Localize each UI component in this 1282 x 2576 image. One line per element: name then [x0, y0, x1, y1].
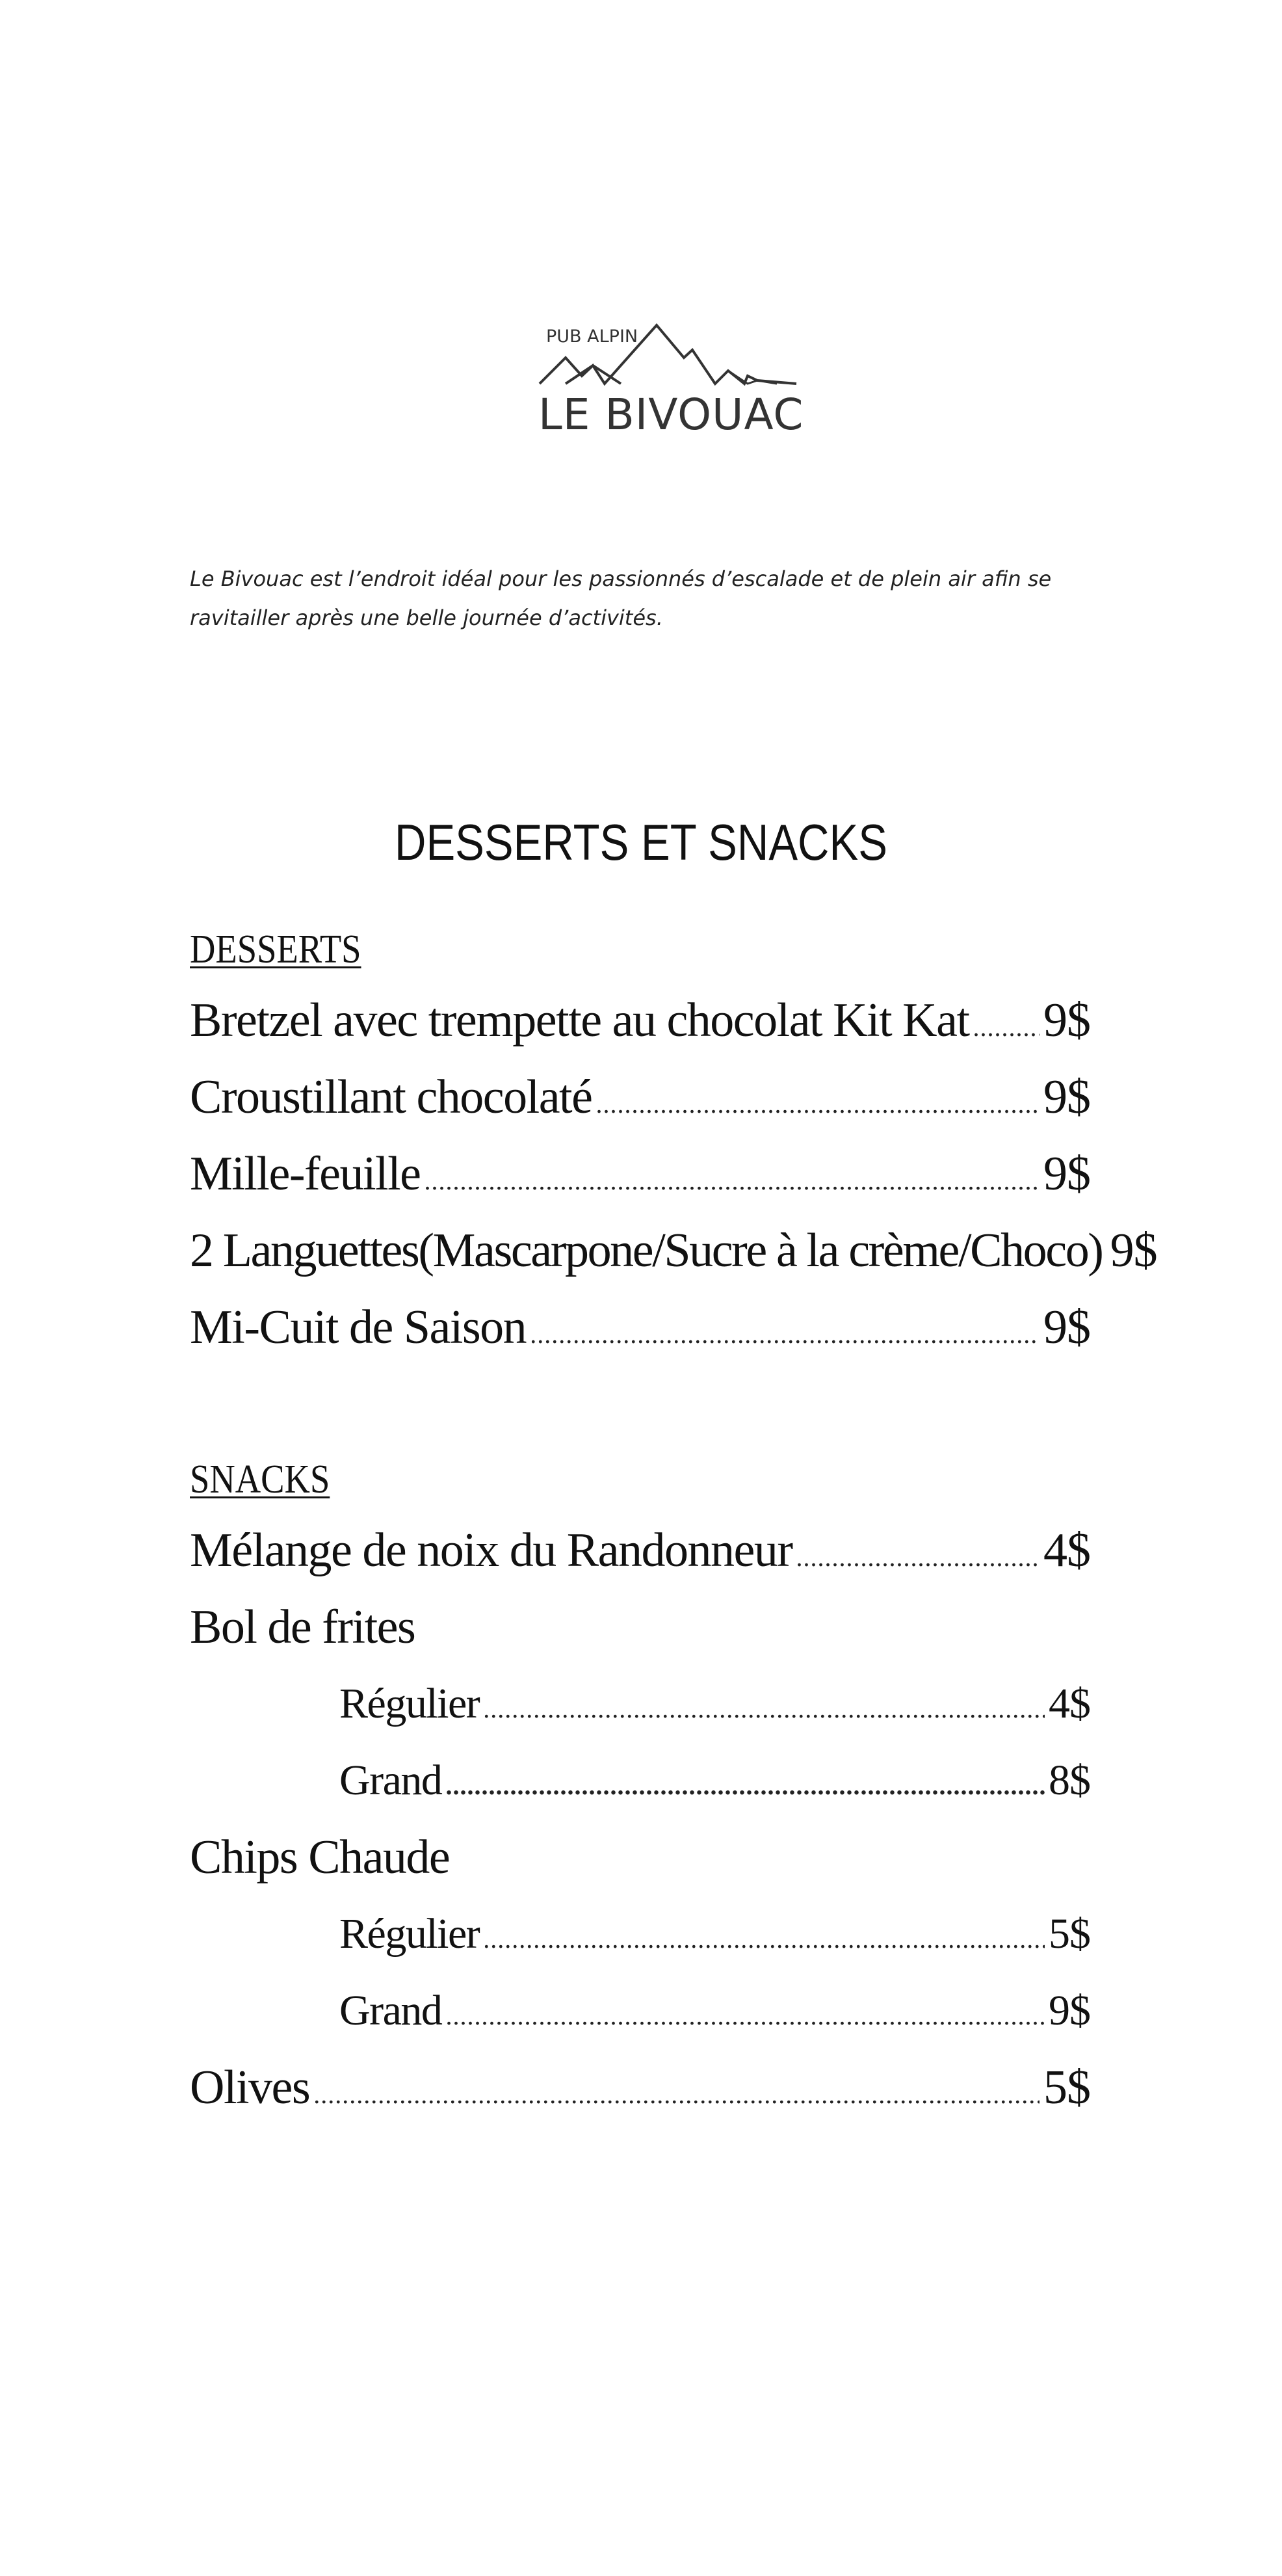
- dot-leader: [313, 2056, 1040, 2133]
- menu-item: [190, 1289, 1090, 1366]
- item-price: 4$: [1043, 1524, 1090, 1577]
- item-price: 5$: [1049, 1910, 1090, 1958]
- logo: [533, 319, 806, 442]
- item-label: Olives: [190, 2061, 310, 2114]
- dot-leader: [530, 1296, 1040, 1373]
- item-price: 4$: [1049, 1680, 1090, 1727]
- menu-item: [190, 982, 1090, 1059]
- snacks-heading: SNACKS: [190, 1457, 330, 1502]
- menu-item: [190, 1666, 1090, 1742]
- menu-item: [190, 1212, 1157, 1289]
- item-label: Mi-Cuit de Saison: [190, 1301, 527, 1354]
- dot-leader: [483, 1671, 1045, 1747]
- item-price: 9$: [1043, 1070, 1090, 1124]
- item-label: Bol de frites: [190, 1600, 415, 1654]
- desserts-heading: DESSERTS: [190, 927, 361, 972]
- item-price: 9$: [1110, 1224, 1157, 1277]
- dot-leader: [445, 1747, 1045, 1824]
- logo-top-text: PUB ALPIN: [546, 326, 638, 347]
- item-label: Croustillant chocolaté: [190, 1070, 592, 1124]
- desserts-section: [190, 923, 1157, 1366]
- dot-leader: [973, 989, 1040, 1066]
- dot-leader: [595, 1066, 1040, 1143]
- menu-item: [190, 1896, 1090, 1972]
- item-price: 8$: [1049, 1757, 1090, 1804]
- item-label: Grand: [339, 1987, 442, 2034]
- item-label: 2 Languettes(Mascarpone/Sucre à la crème/Choco): [190, 1224, 1103, 1277]
- menu-item: [190, 1742, 1090, 1819]
- item-label: Grand: [339, 1757, 442, 1804]
- item-price: 9$: [1043, 1301, 1090, 1354]
- item-label: Régulier: [339, 1680, 480, 1727]
- menu-item: [190, 1059, 1090, 1135]
- mountain-range-icon: [533, 319, 806, 442]
- dot-leader: [445, 1978, 1045, 2054]
- menu-item: [190, 1135, 1090, 1212]
- item-price: 9$: [1049, 1987, 1090, 2034]
- intro-text: Le Bivouac est l’endroit idéal pour les passionnés d’escalade et de plein air afin se ravitailler après une belle journée d’activités.: [190, 566, 1052, 630]
- menu-group-title: [190, 1819, 1090, 1896]
- item-label: Mélange de noix du Randonneur: [190, 1524, 792, 1577]
- dot-leader: [796, 1519, 1040, 1596]
- menu-item: [190, 1512, 1090, 1589]
- page-title: DESSERTS ET SNACKS: [394, 814, 887, 871]
- item-price: 9$: [1043, 994, 1090, 1047]
- dot-leader: [483, 1901, 1045, 1978]
- snacks-section: [190, 1454, 1090, 2126]
- item-label: Bretzel avec trempette au chocolat Kit Kat: [190, 994, 969, 1047]
- menu-item: [190, 2049, 1090, 2126]
- logo-name: LE BIVOUAC: [538, 390, 804, 440]
- dot-leader: [424, 1143, 1040, 1219]
- menu-item: [190, 1972, 1090, 2049]
- item-label: Chips Chaude: [190, 1831, 450, 1884]
- menu-group-title: [190, 1589, 1090, 1666]
- item-price: 5$: [1043, 2061, 1090, 2114]
- item-price: 9$: [1043, 1147, 1090, 1201]
- item-label: Régulier: [339, 1910, 480, 1958]
- item-label: Mille-feuille: [190, 1147, 421, 1201]
